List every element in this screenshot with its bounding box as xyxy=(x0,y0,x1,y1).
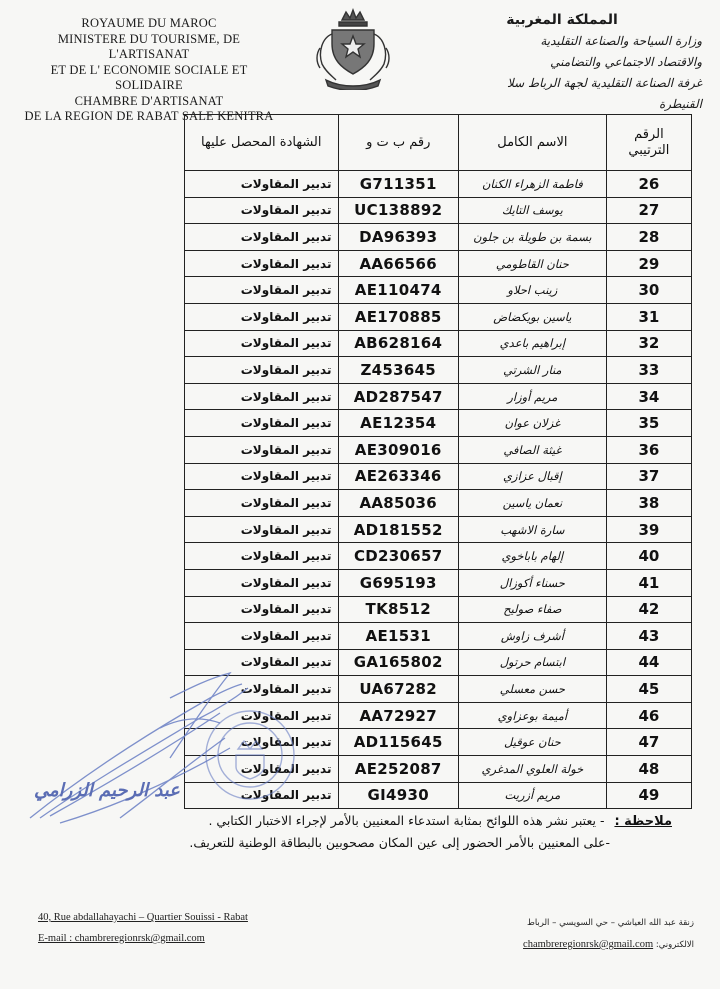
cell-cin: GI4930 xyxy=(338,782,458,809)
footer-ar-email: chambreregionrsk@gmail.com xyxy=(523,939,654,950)
cell-name: إلهام باباخوي xyxy=(458,543,606,570)
cell-cin: UA67282 xyxy=(338,676,458,703)
signer-name: عبد الرحيم الزرامي xyxy=(34,780,180,801)
table-row xyxy=(185,596,692,623)
cell-cert: تدبير المقاولات xyxy=(185,569,339,596)
cell-cin: DA96393 xyxy=(338,224,458,251)
header-cert: الشهادة المحصل عليها xyxy=(185,115,339,171)
cell-cin: TK8512 xyxy=(338,596,458,623)
cell-cert: تدبير المقاولات xyxy=(185,224,339,251)
cell-cert: تدبير المقاولات xyxy=(185,702,339,729)
official-stamp-icon xyxy=(200,705,300,805)
cell-cert: تدبير المقاولات xyxy=(185,623,339,650)
table-row xyxy=(185,623,692,650)
cell-cert: تدبير المقاولات xyxy=(185,410,339,437)
cell-name: نعمان ياسين xyxy=(458,490,606,517)
cell-name: يوسف التايك xyxy=(458,197,606,224)
table-row xyxy=(185,224,692,251)
cell-cert: تدبير المقاولات xyxy=(185,303,339,330)
table-row xyxy=(185,516,692,543)
cell-cert: تدبير المقاولات xyxy=(185,277,339,304)
cell-name: ابتسام حرتول xyxy=(458,649,606,676)
cell-name: مريم أزريت xyxy=(458,782,606,809)
cell-cert: تدبير المقاولات xyxy=(185,463,339,490)
table-row xyxy=(185,490,692,517)
cell-name: أميمة بوعزاوي xyxy=(458,702,606,729)
cell-cert: تدبير المقاولات xyxy=(185,197,339,224)
header-ar-line: المملكة المغربية xyxy=(506,12,618,28)
cell-cin: AE1531 xyxy=(338,623,458,650)
cell-cin: AE252087 xyxy=(338,756,458,783)
header-french xyxy=(18,16,280,125)
cell-name: بسمة بن طويلة بن جلون xyxy=(458,224,606,251)
cell-cin: AD287547 xyxy=(338,383,458,410)
table-row xyxy=(185,436,692,463)
footer-ar-address: زنقة عبد الله العياشي – حي السويسي – الرباط xyxy=(526,918,694,928)
header-ar-line: وزارة السياحة والصناعة التقليدية xyxy=(540,34,702,48)
cell-cert: تدبير المقاولات xyxy=(185,543,339,570)
note-line-1 xyxy=(72,810,672,832)
cell-cin: AD181552 xyxy=(338,516,458,543)
cell-name: فاطمة الزهراء الكنان xyxy=(458,171,606,198)
header-ar-line: والاقتصاد الاجتماعي والتضامني xyxy=(550,55,702,69)
cell-name: سارة الاشهب xyxy=(458,516,606,543)
cell-num: 30 xyxy=(606,277,691,304)
table-row xyxy=(185,543,692,570)
footer-arabic xyxy=(523,912,694,956)
cell-cin: AE110474 xyxy=(338,277,458,304)
cell-name: منار الشرتي xyxy=(458,357,606,384)
cell-num: 39 xyxy=(606,516,691,543)
table-row xyxy=(185,171,692,198)
cell-cert: تدبير المقاولات xyxy=(185,250,339,277)
cell-num: 29 xyxy=(606,250,691,277)
cell-num: 41 xyxy=(606,569,691,596)
header-cin: رقم ب ت و xyxy=(338,115,458,171)
cell-name: زينب احلاو xyxy=(458,277,606,304)
table-row xyxy=(185,383,692,410)
cell-cin: Z453645 xyxy=(338,357,458,384)
cell-name: ياسين بويكضاض xyxy=(458,303,606,330)
cell-name: حسن معسلي xyxy=(458,676,606,703)
cell-cert: تدبير المقاولات xyxy=(185,756,339,783)
cell-cert: تدبير المقاولات xyxy=(185,436,339,463)
note-section xyxy=(72,810,672,853)
cell-cert: تدبير المقاولات xyxy=(185,596,339,623)
cell-num: 35 xyxy=(606,410,691,437)
cell-num: 36 xyxy=(606,436,691,463)
cell-num: 44 xyxy=(606,649,691,676)
header-fr-line: DE LA REGION DE RABAT SALE KENITRA xyxy=(24,109,274,123)
note-text-1: - يعتبر نشر هذه اللوائح بمثابة استدعاء المعنيين بالأمر لإجراء الاختبار الكتابي . xyxy=(208,813,605,828)
cell-name: حنان عوقيل xyxy=(458,729,606,756)
cell-cin: GA165802 xyxy=(338,649,458,676)
cell-num: 28 xyxy=(606,224,691,251)
cell-cin: AE309016 xyxy=(338,436,458,463)
header-num: الرقم الترتيبي xyxy=(606,115,691,171)
cell-num: 38 xyxy=(606,490,691,517)
header-name: الاسم الكامل xyxy=(458,115,606,171)
cell-num: 32 xyxy=(606,330,691,357)
footer-ar-email-line xyxy=(523,934,694,956)
table-row xyxy=(185,357,692,384)
cell-num: 45 xyxy=(606,676,691,703)
note-label: ملاحظة : xyxy=(614,814,672,829)
header-arabic xyxy=(462,10,702,115)
table-header-row xyxy=(185,115,692,171)
cell-num: 34 xyxy=(606,383,691,410)
cell-cert: تدبير المقاولات xyxy=(185,516,339,543)
table-row xyxy=(185,463,692,490)
cell-cin: G695193 xyxy=(338,569,458,596)
cell-num: 48 xyxy=(606,756,691,783)
cell-name: خولة العلوي المدغري xyxy=(458,756,606,783)
note-text-2: -على المعنيين بالأمر الحضور إلى عين المكان مصحوبين بالبطاقة الوطنية للتعريف. xyxy=(189,835,610,850)
cell-cin: UC138892 xyxy=(338,197,458,224)
cell-name: مريم أوزار xyxy=(458,383,606,410)
cell-name: حسناء أكوزال xyxy=(458,569,606,596)
cell-name: أشرف زاوش xyxy=(458,623,606,650)
cell-cin: CD230657 xyxy=(338,543,458,570)
header-fr-line: MINISTERE DU TOURISME, DE L'ARTISANAT xyxy=(57,31,241,61)
cell-cert: تدبير المقاولات xyxy=(185,490,339,517)
cell-cert: تدبير المقاولات xyxy=(185,729,339,756)
footer-ar-email-label: الالكتروني: xyxy=(655,940,694,950)
royal-coat-of-arms-icon xyxy=(312,8,394,90)
cell-cin: AD115645 xyxy=(338,729,458,756)
footer-french xyxy=(38,907,248,949)
table-row xyxy=(185,197,692,224)
cell-cin: AA66566 xyxy=(338,250,458,277)
cell-cert: تدبير المقاولات xyxy=(185,383,339,410)
cell-num: 43 xyxy=(606,623,691,650)
table-row xyxy=(185,569,692,596)
cell-name: حنان القاطومي xyxy=(458,250,606,277)
cell-num: 37 xyxy=(606,463,691,490)
cell-num: 49 xyxy=(606,782,691,809)
cell-cert: تدبير المقاولات xyxy=(185,782,339,809)
cell-num: 40 xyxy=(606,543,691,570)
cell-cert: تدبير المقاولات xyxy=(185,676,339,703)
table-row xyxy=(185,250,692,277)
cell-cin: AE12354 xyxy=(338,410,458,437)
cell-num: 33 xyxy=(606,357,691,384)
cell-name: صفاء صوليح xyxy=(458,596,606,623)
cell-num: 46 xyxy=(606,702,691,729)
cell-cin: AE170885 xyxy=(338,303,458,330)
cell-num: 47 xyxy=(606,729,691,756)
header-ar-line: غرفة الصناعة التقليدية لجهة الرباط سلا القنيطرة xyxy=(506,76,702,111)
footer-email: E-mail : chambreregionrsk@gmail.com xyxy=(38,933,205,944)
header-fr-line: ROYAUME DU MAROC xyxy=(81,16,217,30)
cell-num: 26 xyxy=(606,171,691,198)
header-fr-line: CHAMBRE D'ARTISANAT xyxy=(74,93,224,108)
cell-name: غزلان عوان xyxy=(458,410,606,437)
header-fr-line: ET DE L' ECONOMIE SOCIALE ET SOLIDAIRE xyxy=(50,62,248,92)
cell-cin: AE263346 xyxy=(338,463,458,490)
table-row xyxy=(185,303,692,330)
table-row xyxy=(185,330,692,357)
cell-cert: تدبير المقاولات xyxy=(185,649,339,676)
cell-num: 27 xyxy=(606,197,691,224)
cell-name: إقبال عزازي xyxy=(458,463,606,490)
footer-address: 40, Rue abdallahayachi – Quartier Souissi - Rabat xyxy=(38,912,248,923)
cell-cert: تدبير المقاولات xyxy=(185,330,339,357)
cell-num: 31 xyxy=(606,303,691,330)
cell-num: 42 xyxy=(606,596,691,623)
cell-cin: AB628164 xyxy=(338,330,458,357)
cell-name: إبراهيم باعدي xyxy=(458,330,606,357)
table-row xyxy=(185,410,692,437)
cell-name: غيثة الصافي xyxy=(458,436,606,463)
cell-cin: G711351 xyxy=(338,171,458,198)
table-row xyxy=(185,277,692,304)
cell-cert: تدبير المقاولات xyxy=(185,171,339,198)
cell-cin: AA85036 xyxy=(338,490,458,517)
cell-cert: تدبير المقاولات xyxy=(185,357,339,384)
cell-cin: AA72927 xyxy=(338,702,458,729)
